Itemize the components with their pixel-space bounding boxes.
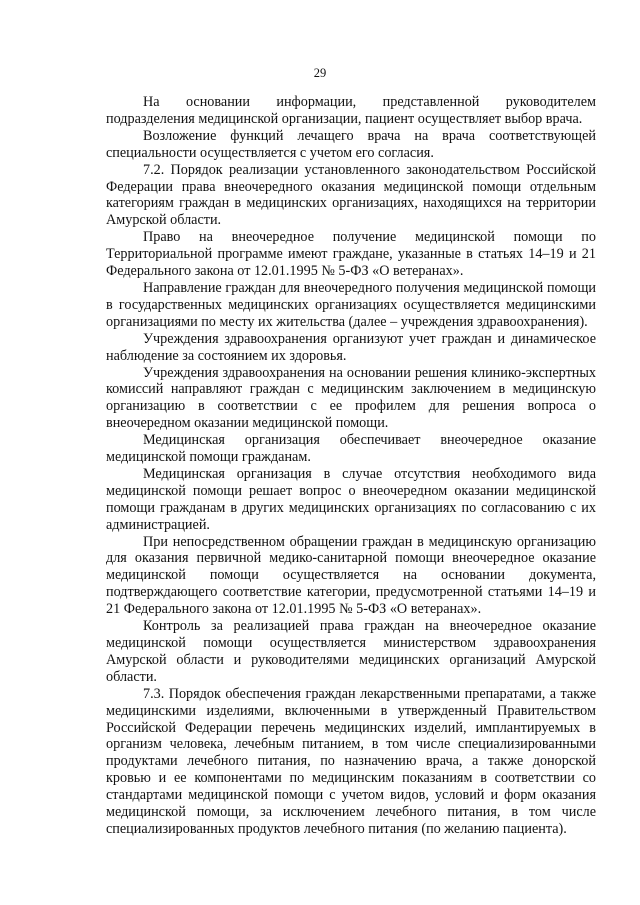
- section-heading-7-2: 7.2. Порядок реализации установленного законодательством Российской Федерации права внеочередного оказания медицинской помощи отдельным категориям граждан в медицинских организациях, находящихся на территории Амурской области.: [106, 161, 596, 229]
- paragraph: Учреждения здравоохранения на основании решения клинико-экспертных комиссий направляют граждан с медицинским заключением в медицинскую организацию в соответствии с ее профилем для решения вопроса о внеочередном оказании медицинской помощи.: [106, 364, 596, 432]
- paragraph: На основании информации, представленной руководителем подразделения медицинской организации, пациент осуществляет выбор врача.: [106, 94, 596, 127]
- document-body: [106, 94, 596, 838]
- paragraph: Медицинская организация в случае отсутствия необходимого вида медицинской помощи решает вопрос о внеочередном оказании медицинской помощи гражданам в других медицинских организациях по согласованию с их администрацией.: [106, 465, 596, 533]
- paragraph: Контроль за реализацией права граждан на внеочередное оказание медицинской помощи осуществляется министерством здравоохранения Амурской области и руководителями медицинских организаций Амурской области.: [106, 618, 596, 685]
- paragraph: При непосредственном обращении граждан в медицинскую организацию для оказания первичной медико-санитарной помощи внеочередное оказание медицинской помощи осуществляется на основании документа, подтверждающего соответствие категории, предусмотренной статьями 14–19 и 21 Федерального закона от 12.01.1995 № 5-ФЗ «О ветеранах».: [106, 533, 596, 618]
- paragraph: Медицинская организация обеспечивает внеочередное оказание медицинской помощи гражданам.: [106, 432, 596, 466]
- paragraph: Учреждения здравоохранения организуют учет граждан и динамическое наблюдение за состоянием их здоровья.: [106, 330, 596, 364]
- paragraph: Возложение функций лечащего врача на врача соответствующей специальности осуществляется с учетом его согласия.: [106, 127, 596, 161]
- page-number: 29: [313, 66, 327, 80]
- paragraph: Право на внеочередное получение медицинской помощи по Территориальной программе имеют граждане, указанные в статьях 14–19 и 21 Федерального закона от 12.01.1995 № 5-ФЗ «О ветеранах».: [106, 229, 596, 280]
- section-heading-7-3: 7.3. Порядок обеспечения граждан лекарственными препаратами, а также медицинскими изделиями, включенными в утвержденный Правительством Российской Федерации перечень медицинских изделий, имплантируемых в организм человека, лечебным питанием, в том числе специализированными продуктами лечебного питания, по назначению врача, а также донорской кровью и ее компонентами по медицинским показаниям в соответствии со стандартами медицинской помощи с учетом видов, условий и форм оказания медицинской помощи, за исключением лечебного питания, в том числе специализированных продуктов лечебного питания (по желанию пациента).: [106, 685, 596, 837]
- paragraph: Направление граждан для внеочередного получения медицинской помощи в государственных медицинских организациях осуществляется медицинскими организациями по месту их жительства (далее – учреждения здравоохранения).: [106, 279, 596, 330]
